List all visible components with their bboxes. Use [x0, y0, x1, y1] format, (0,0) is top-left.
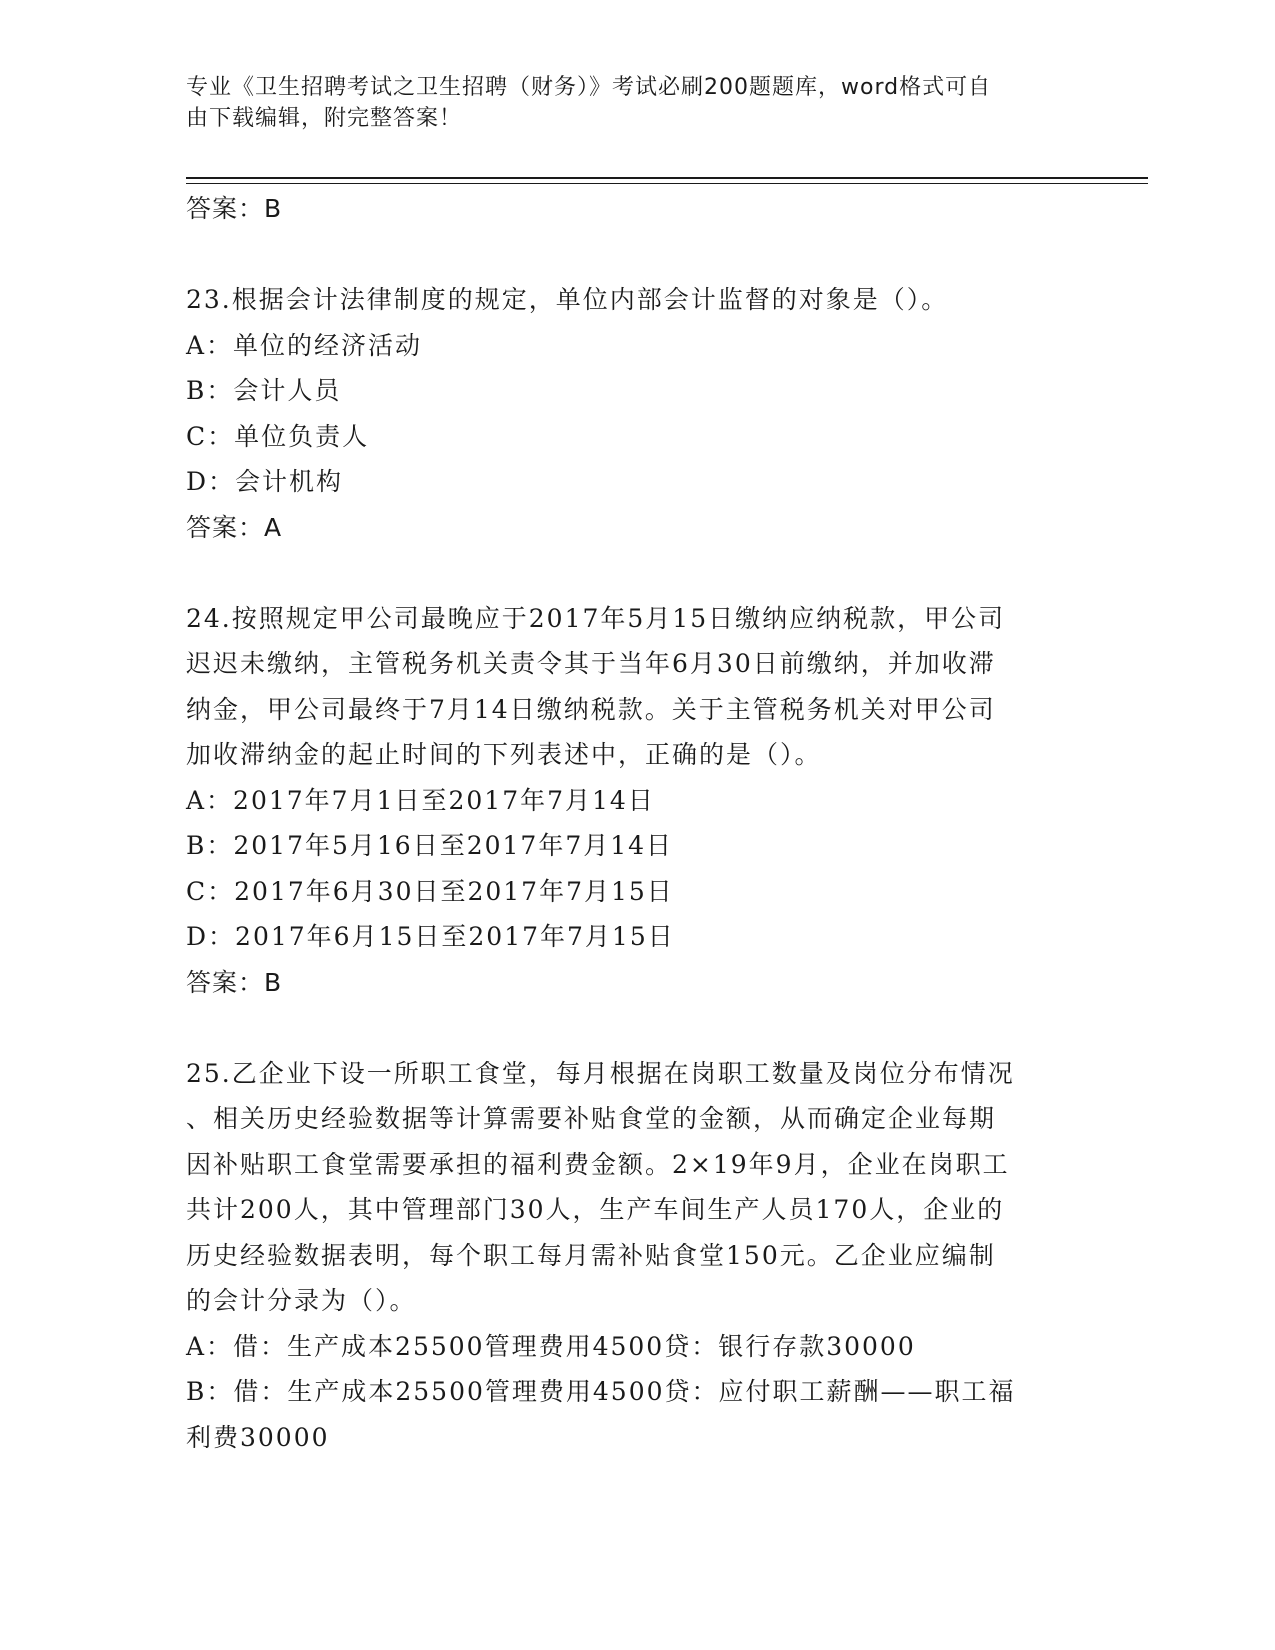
option-b: B：2017年5月16日至2017年7月14日 — [186, 831, 674, 860]
document-header — [186, 72, 1066, 134]
option-b: B：借：生产成本25500管理费用4500贷：应付职工薪酬——职工福 — [186, 1377, 1016, 1406]
question-stem: 23.根据会计法律制度的规定，单位内部会计监督的对象是（）。 — [186, 285, 949, 314]
question-stem-line: 历史经验数据表明，每个职工每月需补贴食堂150元。乙企业应编制 — [186, 1240, 996, 1270]
option-c: C：2017年6月30日至2017年7月15日 — [186, 876, 674, 906]
question-stem-line: 的会计分录为（）。 — [186, 1286, 417, 1315]
option-d: D：2017年6月15日至2017年7月15日 — [186, 922, 675, 951]
question-stem-line: 加收滞纳金的起止时间的下列表述中，正确的是（）。 — [186, 740, 822, 769]
document-body — [186, 186, 1086, 1460]
option-a: A：借：生产成本25500管理费用4500贷：银行存款30000 — [186, 1331, 916, 1361]
question-23 — [186, 277, 1086, 550]
question-stem-line: 纳金，甲公司最终于7月14日缴纳税款。关于主管税务机关对甲公司 — [186, 694, 996, 724]
spacer — [186, 232, 1086, 278]
question-stem-line: 、相关历史经验数据等计算需要补贴食堂的金额，从而确定企业每期 — [186, 1104, 997, 1133]
answer: 答案：A — [186, 512, 283, 542]
spacer — [186, 550, 1086, 596]
question-stem-line: 迟迟未缴纳，主管税务机关责令其于当年6月30日前缴纳，并加收滞 — [186, 649, 996, 678]
question-24 — [186, 596, 1086, 1006]
question-25 — [186, 1051, 1086, 1461]
header-line-1: 专业《卫生招聘考试之卫生招聘（财务）》考试必刷200题题库，word格式可自 — [186, 75, 992, 100]
question-stem-line: 因补贴职工食堂需要承担的福利费金额。2×19年9月，企业在岗职工 — [186, 1149, 1010, 1179]
option-a: A：单位的经济活动 — [186, 330, 423, 360]
option-a: A：2017年7月1日至2017年7月14日 — [186, 785, 655, 815]
spacer — [186, 1005, 1086, 1051]
option-d: D：会计机构 — [186, 467, 344, 496]
option-b-continued: 利费30000 — [186, 1422, 330, 1452]
header-line-2: 由下载编辑，附完整答案！ — [186, 106, 463, 131]
header-divider-thick — [186, 177, 1148, 179]
question-stem-line: 共计200人，其中管理部门30人，生产车间生产人员170人，企业的 — [186, 1195, 1005, 1224]
option-b: B：会计人员 — [186, 376, 342, 405]
header-divider-thin — [186, 183, 1148, 184]
question-stem-line: 24.按照规定甲公司最晚应于2017年5月15日缴纳应纳税款，甲公司 — [186, 603, 1006, 633]
answer: 答案：B — [186, 967, 283, 997]
question-stem-line: 25.乙企业下设一所职工食堂，每月根据在岗职工数量及岗位分布情况 — [186, 1058, 1015, 1088]
previous-answer: 答案：B — [186, 194, 283, 223]
option-c: C：单位负责人 — [186, 421, 370, 451]
